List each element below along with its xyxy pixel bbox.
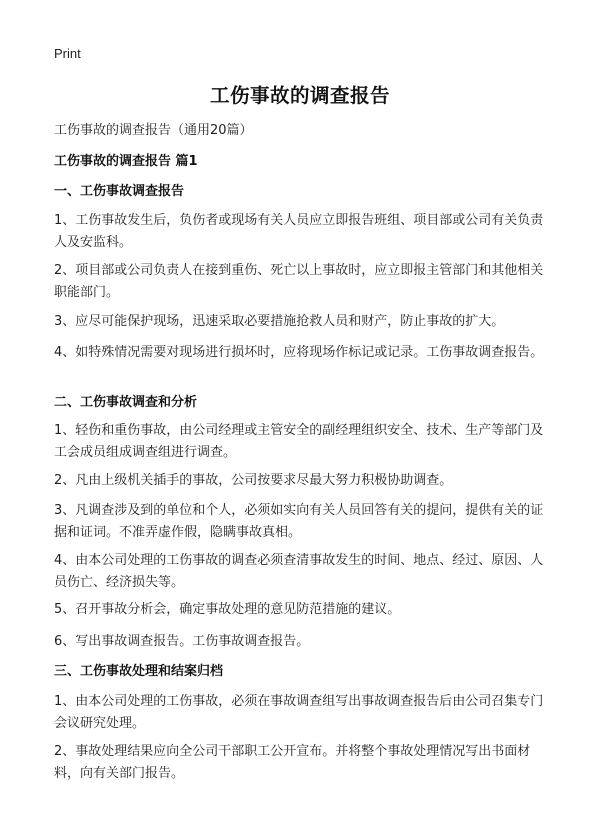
paragraph: 3、凡调查涉及到的单位和个人，必须如实向有关人员回答有关的提问，提供有关的证据和证词。不准弄虚作假，隐瞒事故真相。 bbox=[54, 503, 544, 540]
document-subtitle: 工伤事故的调查报告（通用20篇） bbox=[54, 123, 253, 138]
paragraph: 2、凡由上级机关插手的事故，公司按要求尽最大努力积极协助调查。 bbox=[54, 473, 453, 488]
paragraph: 1、由本公司处理的工伤事故，必须在事故调查组写出事故调查报告后由公司召集专门会议研究处理。 bbox=[54, 694, 544, 731]
paragraph: 4、如特殊情况需要对现场进行损坏时，应将现场作标记或记录。工伤事故调查报告。 bbox=[54, 345, 544, 360]
paragraph: 3、应尽可能保护现场，迅速采取必要措施抢救人员和财产，防止事故的扩大。 bbox=[54, 314, 505, 329]
article-title: 工伤事故的调查报告 篇1 bbox=[54, 154, 198, 169]
paragraph: 5、召开事故分析会，确定事故处理的意见防范措施的建议。 bbox=[54, 602, 401, 617]
paragraph: 2、项目部或公司负责人在接到重伤、死亡以上事故时，应立即报主管部门和其他相关职能部门。 bbox=[54, 263, 544, 300]
paragraph: 2、事故处理结果应向全公司干部职工公开宣布。并将整个事故处理情况写出书面材料，向有关部门报告。 bbox=[54, 744, 531, 781]
section-heading: 三、工伤事故处理和结案归档 bbox=[54, 664, 224, 679]
paragraph: 6、写出事故调查报告。工伤事故调查报告。 bbox=[54, 634, 310, 649]
paragraph: 1、轻伤和重伤事故，由公司经理或主管安全的副经理组织安全、技术、生产等部门及工会成员组成调查组进行调查。 bbox=[54, 423, 544, 460]
section-heading: 二、工伤事故调查和分析 bbox=[54, 395, 198, 410]
paragraph: 1、工伤事故发生后，负伤者或现场有关人员应立即报告班组、项目部或公司有关负责人及安监科。 bbox=[54, 213, 544, 250]
print-label: Print bbox=[54, 46, 81, 61]
paragraph: 4、由本公司处理的工伤事故的调查必须查清事故发生的时间、地点、经过、原因、人员伤亡、经济损失等。 bbox=[54, 553, 544, 590]
section-heading: 一、工伤事故调查报告 bbox=[54, 184, 185, 199]
page-title: 工伤事故的调查报告 bbox=[209, 84, 390, 107]
